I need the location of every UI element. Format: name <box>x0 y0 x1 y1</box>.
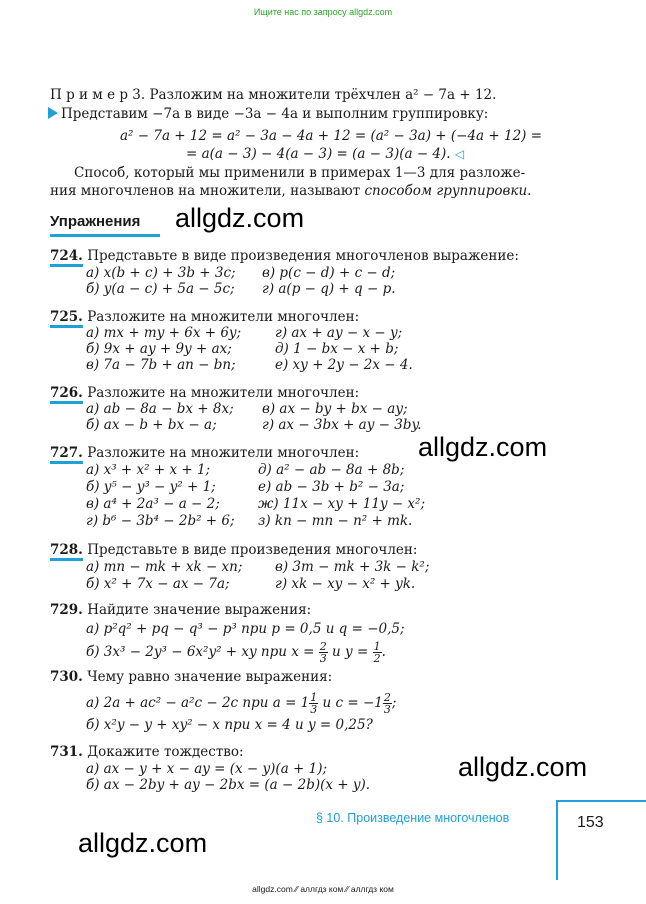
section-footer: § 10. Произведение многочленов <box>316 811 510 825</box>
exercise-number: 724. <box>50 248 83 267</box>
ex725-d: д) 1 − bx − x + b; <box>275 341 399 357</box>
play-triangle-icon <box>48 107 58 119</box>
ex729-b-text: б) 3x³ − 2y³ − 6x²y² + xy при x = <box>86 644 319 660</box>
ex730-a-end: ; <box>391 695 397 711</box>
exercise-number: 729. <box>50 602 83 618</box>
example-line-2-text: Представим −7a в виде −3a − 4a и выполним группировку: <box>61 106 489 122</box>
example-line-2 <box>48 105 488 123</box>
exercise-730-header <box>50 669 332 686</box>
exercise-title: Найдите значение выражения: <box>87 602 312 618</box>
method-line-2a: ния многочленов на множители, называют <box>50 183 365 199</box>
watermark-2: allgdz.com <box>418 432 548 462</box>
exercise-title: Разложите на множители многочлен: <box>87 445 360 461</box>
ex728-g: г) xk − xy − x² + yk. <box>275 576 416 592</box>
ex730-a <box>86 692 396 715</box>
watermark-1: allgdz.com <box>175 203 305 233</box>
exercise-title: Представьте в виде произведения многочлен: <box>87 542 418 558</box>
ex731-a: а) ax − y + x − ay = (x − y)(a + 1); <box>86 761 328 777</box>
exercise-727-header <box>50 445 359 462</box>
exercise-number: 726. <box>50 385 83 404</box>
fraction <box>373 641 382 664</box>
ex724-b: б) y(a − c) + 5a − 5c; <box>86 281 235 297</box>
exercise-724-header <box>50 248 519 265</box>
ex730-a-mid: и c = −1 <box>318 695 383 711</box>
example-line-4-text: = a(a − 3) − 4(a − 3) = (a − 3)(a − 4). <box>186 146 451 162</box>
exercise-number: 731. <box>50 744 83 760</box>
ex726-b: б) ax − b + bx − a; <box>86 417 217 433</box>
ex728-b: б) x² + 7x − ax − 7a; <box>86 576 230 592</box>
ex728-v: в) 3m − mk + 3k − k²; <box>275 559 430 575</box>
ex729-b-mid: и y = <box>327 644 373 660</box>
ex725-e: е) xy + 2y − 2x − 4. <box>275 357 413 373</box>
exercise-title: Разложите на множители многочлен: <box>87 309 360 325</box>
watermark-3: allgdz.com <box>458 752 588 782</box>
exercise-number: 730. <box>50 669 83 685</box>
watermark-4: allgdz.com <box>78 828 208 858</box>
method-line-2 <box>50 182 531 200</box>
example-line-3: a² − 7a + 12 = a² − 3a − 4a + 12 = (a² − 3a) + (−4a + 12) = <box>120 128 543 144</box>
section-title-underline <box>50 234 160 237</box>
top-banner: Ищите нас по запросу allgdz.com <box>253 7 393 17</box>
ex724-a: а) x(b + c) + 3b + 3c; <box>86 265 236 281</box>
frac-num: 2 <box>319 640 327 653</box>
frac-den: 3 <box>319 652 327 665</box>
ex727-e: е) ab − 3b + b² − 3a; <box>258 479 405 495</box>
frac-den: 3 <box>310 703 318 716</box>
page-number: 153 <box>577 814 604 831</box>
exercise-title: Представьте в виде произведения многочленов выражение: <box>87 248 519 264</box>
frac-num: 1 <box>373 640 381 653</box>
example-line-1: П р и м е р 3. Разложим на множители трёхчлен a² − 7a + 12. <box>50 87 497 103</box>
ex725-g: г) ax + ay − x − y; <box>275 325 403 341</box>
frac-den: 3 <box>383 703 391 716</box>
exercise-729-header <box>50 602 311 619</box>
frac-num: 1 <box>310 691 318 704</box>
ex727-d: д) a² − ab − 8a + 8b; <box>258 462 405 478</box>
ex727-v: в) a⁴ + 2a³ − a − 2; <box>86 496 220 512</box>
method-term: способом группировки <box>364 183 528 199</box>
ex730-b: б) x²y − y + xy² − x при x = 4 и y = 0,25? <box>86 717 373 733</box>
method-line-1: Способ, который мы применили в примерах 1—3 для разложе- <box>74 165 526 181</box>
exercise-title: Докажите тождество: <box>87 744 244 760</box>
frac-den: 2 <box>373 652 381 665</box>
exercise-number: 728. <box>50 542 83 561</box>
page-box-top <box>556 800 646 802</box>
ex729-a: а) p²q² + pq − q³ − p³ при p = 0,5 и q = −0,5; <box>86 621 405 637</box>
ex725-a: а) mx + my + 6x + 6y; <box>86 325 242 341</box>
ex727-g: г) b⁶ − 3b⁴ − 2b² + 6; <box>86 513 235 529</box>
end-triangle-icon: ◁ <box>454 147 465 161</box>
ex727-a: а) x³ + x² + x + 1; <box>86 462 211 478</box>
ex726-g: г) ax − 3bx + ay − 3by. <box>262 417 422 433</box>
fraction <box>383 692 392 715</box>
ex729-b <box>86 641 386 664</box>
ex731-b: б) ax − 2by + ay − 2bx = (a − 2b)(x + y). <box>86 777 371 793</box>
ex724-v: в) p(c − d) + c − d; <box>262 265 396 281</box>
exercise-726-header <box>50 385 359 402</box>
bottom-banner: allgdz.com ⁄⁄ аллгдз ком ⁄⁄ аллгдз ком <box>252 884 394 894</box>
exercise-number: 725. <box>50 309 83 328</box>
ex727-zh: ж) 11x − xy + 11y − x²; <box>258 496 425 512</box>
ex725-b: б) 9x + ay + 9y + ax; <box>86 341 232 357</box>
exercise-731-header <box>50 744 244 761</box>
exercise-725-header <box>50 309 359 326</box>
ex730-a-text: а) 2a + ac² − a²c − 2c при a = 1 <box>86 695 310 711</box>
exercise-title: Чему равно значение выражения: <box>87 669 333 685</box>
exercise-number: 727. <box>50 445 83 464</box>
ex728-a: а) mn − mk + xk − xn; <box>86 559 243 575</box>
fraction <box>309 692 318 715</box>
fraction <box>319 641 328 664</box>
exercise-title: Разложите на множители многочлен: <box>87 385 360 401</box>
page-box-left <box>556 800 558 880</box>
ex726-a: а) ab − 8a − bx + 8x; <box>86 401 234 417</box>
ex729-b-end: . <box>381 644 386 660</box>
ex727-b: б) y⁵ − y³ − y² + 1; <box>86 479 216 495</box>
ex725-v: в) 7a − 7b + an − bn; <box>86 357 236 373</box>
method-line-2c: . <box>527 183 532 199</box>
frac-num: 2 <box>383 691 391 704</box>
ex726-v: в) ax − by + bx − ay; <box>262 401 408 417</box>
ex724-g: г) a(p − q) + q − p. <box>262 281 396 297</box>
section-title: Упражнения <box>50 213 141 230</box>
exercise-728-header <box>50 542 417 559</box>
example-line-4 <box>186 145 464 163</box>
ex727-z: з) kn − mn − n² + mk. <box>258 513 413 529</box>
